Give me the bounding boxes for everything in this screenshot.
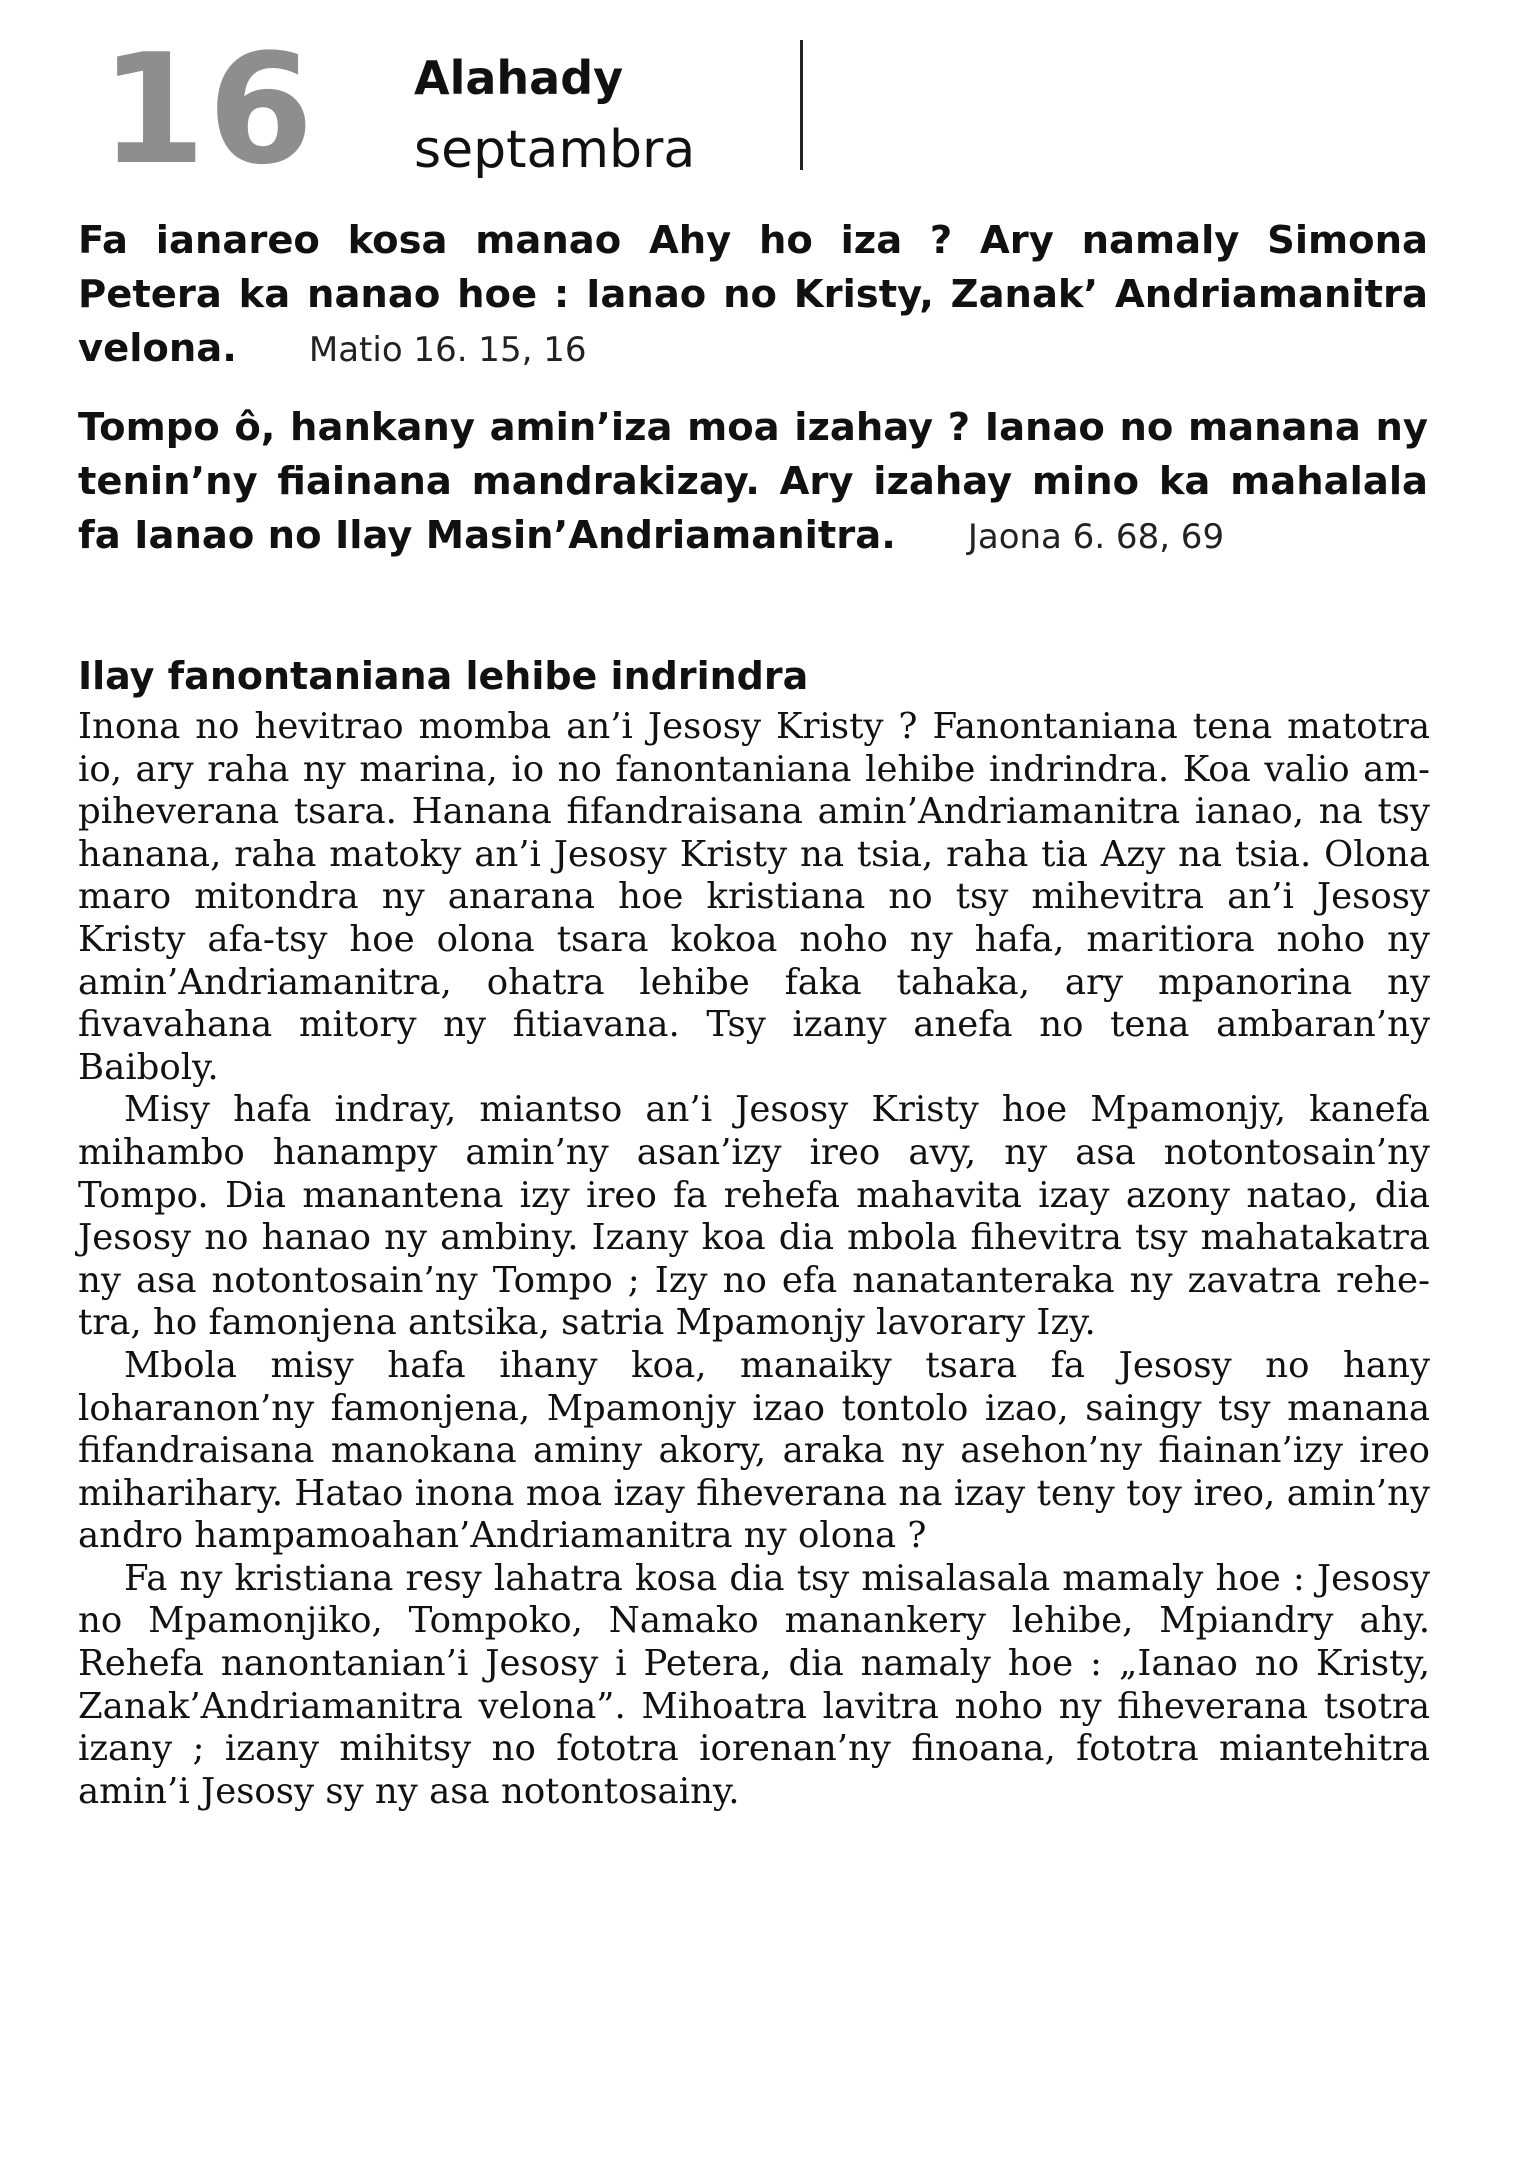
scripture-verses [78,214,1428,564]
verse-text: Tompo ô, hankany amin’iza moa izahay ? Ianao no manana ny tenin’ny fiainana mandrakizay. Ary izahay mino ka mahalala fa Ianao no Ilay Masin’Andriamanitra. [78,405,1428,558]
header-divider [800,40,803,170]
paragraph: Mbola misy hafa ihany koa, manaiky tsara fa Jesosy no hany loharanon’ny famonjena, Mpamonjy izao tontolo izao, saingy tsy manana fifandraisana manokana aminy akory, araka ny asehon’ny fiainan’izy ireo miharihary. Hatao inona moa izay fiheverana na izay teny toy ireo, amin’ny andro hampamoahan’Andriamanitra ny olona ? [78,1344,1430,1557]
verse-reference: Jaona 6. 68, 69 [967,517,1225,557]
verse-1 [78,214,1428,377]
verse-text: Fa ianareo kosa manao Ahy ho iza ? Ary namaly Simona Petera ka nanao hoe : Ianao no Kristy, Zanak’ Andriamanitra velona. [78,218,1428,371]
month: septambra [414,120,696,180]
verse-reference: Matio 16. 15, 16 [308,330,587,370]
section-title: Ilay fanontaniana lehibe indrindra [78,654,809,698]
day-number: 16 [100,21,316,198]
paragraph: Misy hafa indray, miantso an’i Jesosy Kristy hoe Mpamonjy, kanefa mihambo hanampy amin’ny asan’izy ireo avy, ny asa notontosain’ny Tompo. Dia manantena izy ireo fa rehefa mahavita izay azony natao, dia Jesosy no hanao ny ambiny. Izany koa dia mbola fihevitra tsy mahatakatra ny asa notontosain’ny Tompo ; Izy no efa nanatanteraka ny zavatra rehetra, ho famonjena antsika, satria Mpamonjy lavorary Izy. [78,1089,1430,1344]
paragraph: Fa ny kristiana resy lahatra kosa dia tsy misalasala mamaly hoe : Jesosy no Mpamonjiko, Tompoko, Namako manankery lehibe, Mpiandry ahy. Rehefa nanontanian’i Jesosy i Petera, dia namaly hoe : „Ianao no Kristy, Zanak’Andriamanitra velona”. Mihoatra lavitra noho ny fiheverana tsotra izany ; izany mihitsy no fototra iorenan’ny finoana, fototra miantehitra amin’i Jesosy sy ny asa notontosainy. [78,1557,1430,1812]
weekday: Alahady [414,51,624,105]
verse-2 [78,401,1428,564]
paragraph: Inona no hevitrao momba an’i Jesosy Kristy ? Fanontaniana tena matotra io, ary raha ny marina, io no fanontaniana lehibe indrindra. Koa valio am-piheverana tsara. Hanana fifandraisana amin’Andriamanitra ianao, na tsy hanana, raha matoky an’i Jesosy Kristy na tsia, raha tia Azy na tsia. Olona maro mitondra ny anarana hoe kristiana no tsy mihevitra an’i Jesosy Kristy afa-tsy hoe olona tsara kokoa noho ny hafa, maritiora noho ny amin’Andriamanitra, ohatra lehibe faka tahaka, ary mpanorina ny fivavahana mitory ny fitiavana. Tsy izany anefa no tena ambaran’ny Baiboly. [78,706,1430,1088]
meditation-body [78,706,1430,1813]
